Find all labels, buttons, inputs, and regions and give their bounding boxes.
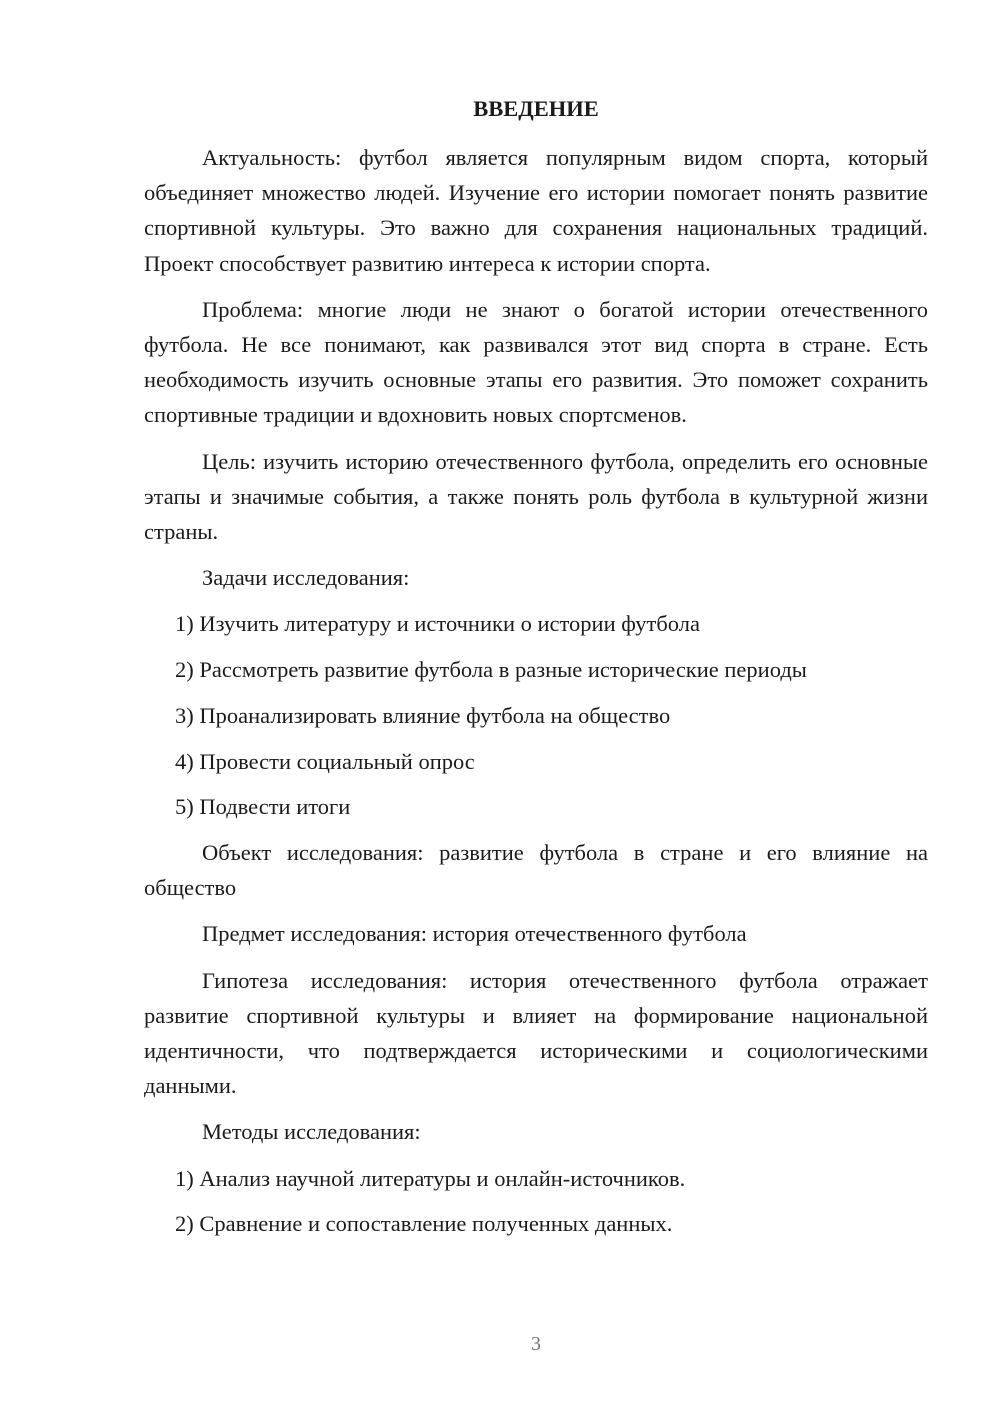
list-item: 1) Анализ научной литературы и онлайн-источников.	[175, 1165, 686, 1191]
list-item: 1) Изучить литературу и источники о истории футбола	[175, 611, 700, 637]
subject-paragraph: Предмет исследования: история отечественного футбола	[202, 921, 747, 947]
list-item: 2) Рассмотреть развитие футбола в разные исторические периоды	[175, 657, 807, 683]
list-item: 2) Сравнение и сопоставление полученных данных.	[175, 1211, 673, 1237]
goal-paragraph: Цель: изучить историю отечественного футбола, определить его основные этапы и значимые события, а также понять роль футбола в культурной жизни страны.	[144, 448, 928, 545]
page-title: ВВЕДЕНИЕ	[473, 96, 599, 121]
document-body	[144, 140, 928, 1252]
problem-paragraph: Проблема: многие люди не знают о богатой истории отечественного футбола. Не все понимают, как развивался этот вид спорта в стране. Есть необходимость изучить основные этапы его развития. Это поможет сохранить спортивные традиции и вдохновить новых спортсменов.	[144, 296, 928, 428]
tasks-heading: Задачи исследования:	[202, 565, 410, 591]
list-item: 3) Проанализировать влияние футбола на общество	[175, 702, 671, 728]
methods-list	[144, 1161, 928, 1242]
page-number: 3	[531, 1333, 541, 1355]
methods-heading: Методы исследования:	[202, 1119, 421, 1145]
hypothesis-paragraph: Гипотеза исследования: история отечественного футбола отражает развитие спортивной культуры и влияет на формирование национальной идентичности, что подтверждается историческими и социологическими данными.	[144, 967, 928, 1099]
relevance-paragraph: Актуальность: футбол является популярным видом спорта, который объединяет множество людей. Изучение его истории помогает понять развитие спортивной культуры. Это важно для сохранения национальных традиций. Проект способствует развитию интереса к истории спорта.	[144, 145, 928, 276]
tasks-list	[144, 606, 928, 824]
object-paragraph: Объект исследования: развитие футбола в стране и его влияние на общество	[144, 839, 928, 901]
list-item: 4) Провести социальный опрос	[175, 748, 475, 774]
list-item: 5) Подвести итоги	[175, 794, 351, 820]
